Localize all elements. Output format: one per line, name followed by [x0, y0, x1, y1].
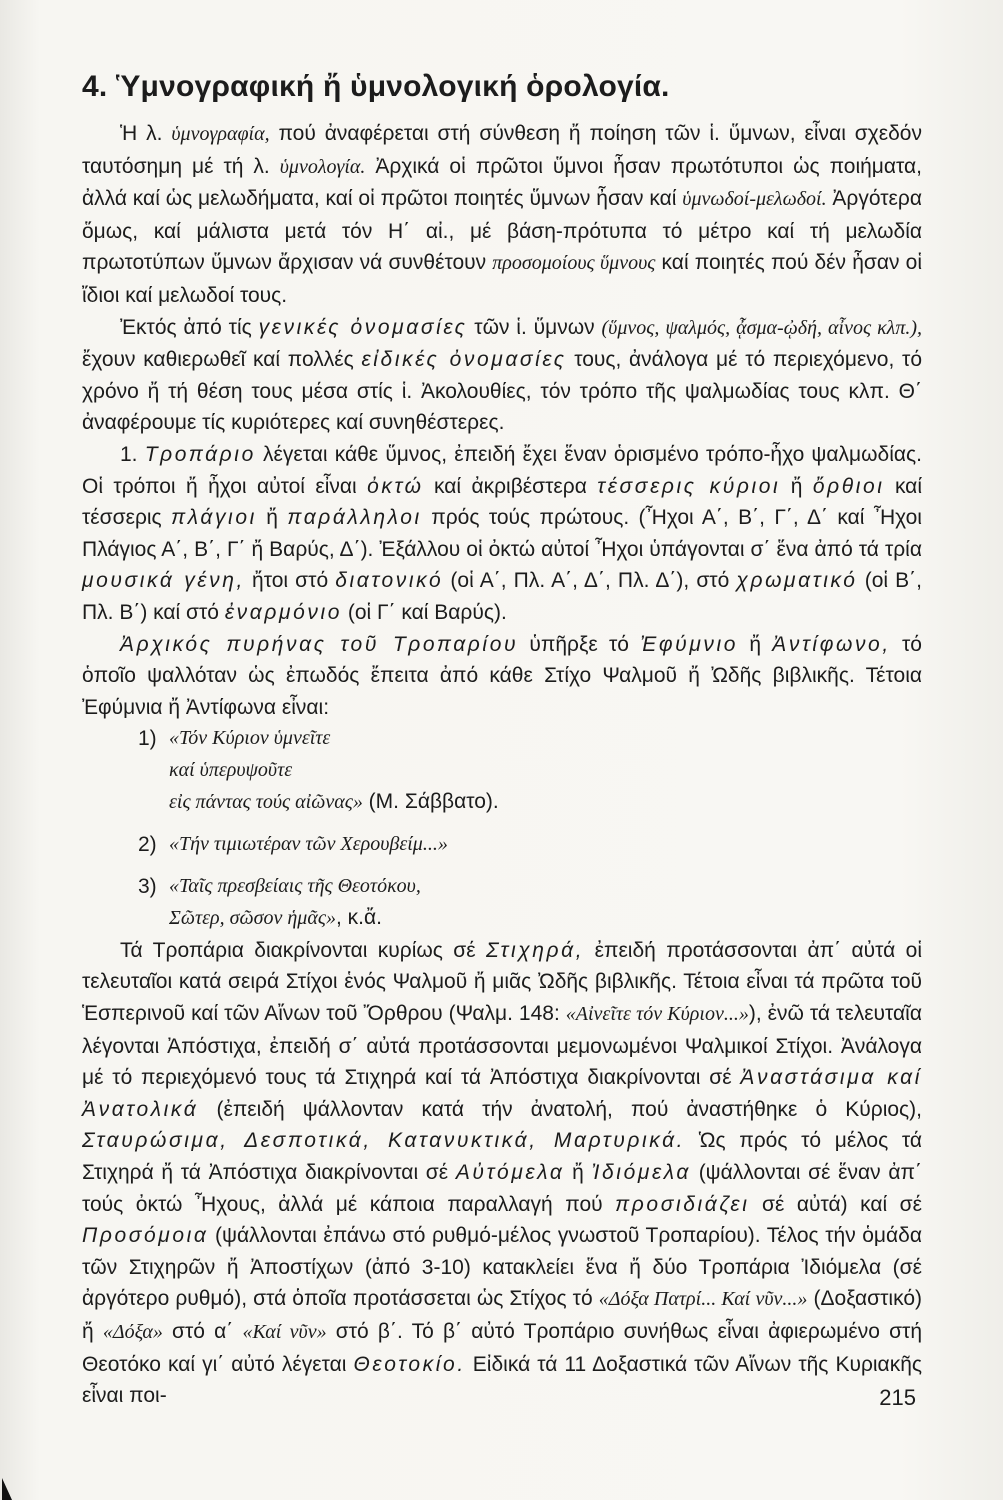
text-run: ἤ [780, 474, 813, 498]
text-run: Ἀρχικά οἱ πρῶτοι ὕμνοι ἦσαν πρωτότυποι ὡς ποιήματα, ἀλλά καί ὡς μελωδήματα, καί οἱ πρῶτοι ποιητές ὕμνων ἦσαν καί [82, 154, 922, 211]
text-run: καί τέσσερις [82, 474, 922, 530]
text-run: Ὡς πρός τό μέλος τά Στιχηρά ἤ τά Ἀπόστιχα διακρίνονται σέ [82, 1129, 923, 1184]
term-italic: προσομοίους ὕμνους [492, 252, 656, 275]
text-run: Ἀργότερα ὅμως, καί μάλιστα μετά τόν Η΄ αἰ., μέ βάση-πρότυπα τό μέτρο καί τή μελωδία πρωτοτύπων ὕμνων ἄρχισαν νά συνθέτουν [82, 187, 922, 275]
text-run: Εἰδικά τά 11 Δοξαστικά τῶν Αἴνων τῆς Κυριακῆς εἶναι ποι- [82, 1352, 922, 1408]
text-run: πού ἀναφέρεται στή σύνθεση ἤ ποίηση τῶν ἱ. ὕμνων, εἶναι σχεδόν ταυτόσημη μέ τή λ. [82, 122, 922, 178]
section-heading: 4. Ὑμνογραφική ἤ ὑμνολογική ὁρολογία. [82, 70, 670, 103]
text-run: (ψάλλονται ἐπάνω στό ρυθμό-μέλος γνωστοῦ Τροπαρίου). Τέλος τήν ὁμάδα τῶν Στιχηρῶν ἤ Ἀποστίχων (ἀπό 3-10) κατακλείει ἕνα ἤ δύο Τροπάρια Ἰδιόμελα (σέ ἀργότερο ρυθμό), στά ὁποῖα προτάσσεται ὡς Στίχος τό [82, 1224, 922, 1311]
term-spaced: Προσόμοια [82, 1224, 209, 1248]
term-spaced: Ἐφύμνιο [640, 632, 739, 656]
text-run: στό α΄ [162, 1319, 243, 1343]
text-run: καί ἀκριβέστερα [423, 474, 598, 498]
term-italic: «Δόξα» [102, 1320, 163, 1343]
term-spaced: Αὐτόμελα [455, 1161, 565, 1184]
term-italic: «Δόξα Πατρί... Καί νῦν...» [598, 1288, 808, 1311]
paragraph-1 [82, 118, 922, 312]
text-run: ), ἐνῶ τά τελευταῖα λέγονται Ἀπόστιχα, ἐπειδή σ΄ αὐτά προτάσσονται μεμονωμένοι Ψαλμικοί Στίχοι. Ἀνάλογα μέ τό περιεχόμενό τους τά Στιχηρά καί τά Ἀπόστιχα διακρίνονται σέ [82, 1002, 922, 1090]
text-run: (οἱ Β΄, Πλ. Β΄) καί στό [82, 569, 922, 624]
term-spaced: τέσσερις κύριοι [597, 474, 781, 498]
term-spaced: χρωματικό [736, 569, 858, 593]
term-spaced: ἐναρμόνιο [224, 600, 342, 624]
term-spaced: εἰδικές ὀνομασίες [361, 348, 567, 372]
text-run: Τά Τροπάρια διακρίνονται κυρίως σέ [120, 938, 486, 962]
text-run: σέ αὐτά) καί σέ [749, 1192, 922, 1216]
text-run: ἤ [256, 506, 288, 530]
text-run: ἤτοι στό [244, 569, 336, 593]
term-italic: ὑμνωδοί-μελωδοί. [682, 188, 827, 211]
text-run: λέγεται κάθε ὕμνος, ἐπειδή ἔχει ἕναν ὁρισμένο τρόπο-ἦχο ψαλμωδίας. Οἱ τρόποι ἤ ἦχοι αὐτοί εἶναι [82, 442, 922, 498]
text-run: τῶν ἱ. ὕμνων [467, 315, 602, 339]
text-run: ἤ [738, 632, 773, 656]
quote-line: «Τήν τιμιωτέραν τῶν Χερουβείμ...» [169, 833, 448, 856]
term-spaced: Τροπάριο [144, 442, 256, 466]
text-run: 1. [120, 442, 145, 466]
text-run: (οἱ Α΄, Πλ. Α΄, Δ΄, Πλ. Δ΄), στό [443, 569, 737, 593]
term-spaced: παράλληλοι [287, 506, 422, 530]
term-italic: «Καί νῦν» [242, 1320, 327, 1343]
text-run: , κ.ἄ. [335, 906, 382, 930]
term-spaced: Ἀντίφωνο, [772, 632, 891, 656]
list-item [82, 829, 922, 861]
term-italic: ὑμνογραφία, [171, 123, 270, 145]
quote-line: «Ταῖς πρεσβείαις τῆς Θεοτόκου, [169, 874, 421, 897]
text-run: στό β΄. Τό β΄ αὐτό Τροπάριο συνήθως εἶναι ἀφιερωμένο στή Θεοτόκο καί γι΄ αὐτό λέγεται [82, 1319, 923, 1376]
term-spaced: Σταυρώσιμα, Δεσποτικά, Κατανυκτικά, Μαρτυρικά. [82, 1129, 686, 1153]
text-run: (Μ. Σάββατο). [362, 790, 499, 814]
quote-line: «Τόν Κύριον ὑμνεῖτε [169, 727, 331, 750]
text-run: τους, ἀνάλογα μέ τό περιεχόμενο, τό χρόνο ἤ τή θέση τους μέσα στίς ἱ. Ἀκολουθίες, τόν τρόπο τῆς ψαλμωδίας τους κλπ. Θ΄ ἀναφέρουμε τίς κυριότερες καί συνηθέστερες. [82, 348, 922, 435]
term-spaced: ὀκτώ [367, 474, 424, 498]
text-run: (ἐπειδή ψάλλονταν κατά τήν ἀνατολή, πού ἀναστήθηκε ὁ Κύριος), [198, 1097, 922, 1121]
term-spaced: γενικές ὀνομασίες [258, 315, 468, 339]
text-run: ἤ [564, 1161, 592, 1184]
text-run: ὑπῆρξε τό [518, 632, 641, 656]
examples-list [82, 723, 922, 935]
term-spaced: Ἰδιόμελα [591, 1161, 691, 1184]
list-number: 1) [138, 727, 157, 751]
text-run: καί ποιητές πού δέν ἦσαν οἱ ἴδιοι καί μελωδοί τους. [82, 251, 922, 307]
list-item [82, 871, 922, 935]
quote-line: καί ὑπερυψοῦτε [169, 758, 293, 781]
text-run: Ἐκτός ἀπό τίς [120, 315, 259, 339]
text-run: πρός τούς πρώτους. (Ἦχοι Α΄, Β΄, Γ΄, Δ΄ καί Ἦχοι Πλάγιος Α΄, Β΄, Γ΄ ἤ Βαρύς, Δ΄). Ἐξάλλου οἱ ὀκτώ αὐτοί Ἦχοι ὑπάγονται σ΄ ἕνα ἀπό τά τρία [82, 506, 922, 561]
term-spaced: μουσικά γένη, [82, 569, 245, 593]
term-spaced: προσιδιάζει [615, 1192, 750, 1216]
term-spaced: Θεοτοκίο. [353, 1352, 466, 1376]
term-italic: «Αἰνεῖτε τόν Κύριον...» [565, 1003, 749, 1026]
paragraph-5 [82, 935, 922, 1412]
quote-line: εἰς πάντας τούς αἰῶνας» [169, 791, 363, 814]
text-run: Ἡ λ. [120, 122, 172, 145]
paragraph-2 [82, 312, 922, 439]
page-number: 215 [879, 1385, 916, 1410]
term-italic: (ὕμνος, ψαλμός, ᾆσμα-ᾠδή, αἶνος κλπ.), [601, 316, 923, 339]
text-run: (ψάλλονται σέ ἕναν ἀπ΄ τούς ὀκτώ Ἦχους, ἀλλά μέ κάποια παραλλαγή πού [82, 1161, 922, 1216]
body-text [82, 118, 922, 1412]
term-spaced: Ἀρχικός πυρήνας τοῦ Τροπαρίου [120, 632, 519, 656]
paragraph-3 [82, 439, 922, 629]
text-run: (Δοξαστικό) ἤ [82, 1287, 923, 1343]
term-italic: ὑμνολογία. [279, 155, 366, 178]
term-spaced: Ἀναστάσιμα καί Ἀνατολικά [82, 1066, 922, 1121]
term-spaced: διατονικό [335, 569, 444, 593]
paragraph-4 [82, 629, 922, 724]
text-run: τό ὁποῖο ψαλλόταν ὡς ἐπωδός ἔπειτα ἀπό κάθε Στίχο Ψαλμοῦ ἤ Ὠδῆς βιβλικῆς. Τέτοια Ἐφύμνια ἤ Ἀντίφωνα εἶναι: [82, 632, 922, 719]
text-run: ἐπειδή προτάσσονται ἀπ΄ αὐτά οἱ τελευταῖοι κατά σειρά Στίχοι ἑνός Ψαλμοῦ ἤ μιᾶς Ὠδῆς βιβλικῆς. Τέτοια εἶναι τά πρῶτα τοῦ Ἑσπερινοῦ καί τῶν Αἴνων τοῦ Ὄρθρου (Ψαλμ. 148: [82, 938, 922, 1026]
term-spaced: Στιχηρά, [486, 938, 585, 962]
text-run: ἔχουν καθιερωθεῖ καί πολλές [82, 348, 362, 372]
quote-line: Σῶτερ, σῶσον ἡμᾶς» [169, 907, 336, 930]
term-spaced: ὄρθιοι [812, 474, 885, 498]
list-number: 3) [138, 874, 157, 898]
term-spaced: πλάγιοι [171, 506, 257, 530]
list-number: 2) [138, 833, 157, 857]
list-item [82, 723, 922, 819]
text-run: (οἱ Γ΄ καί Βαρύς). [342, 600, 507, 624]
page-corner-mark [2, 1478, 12, 1500]
